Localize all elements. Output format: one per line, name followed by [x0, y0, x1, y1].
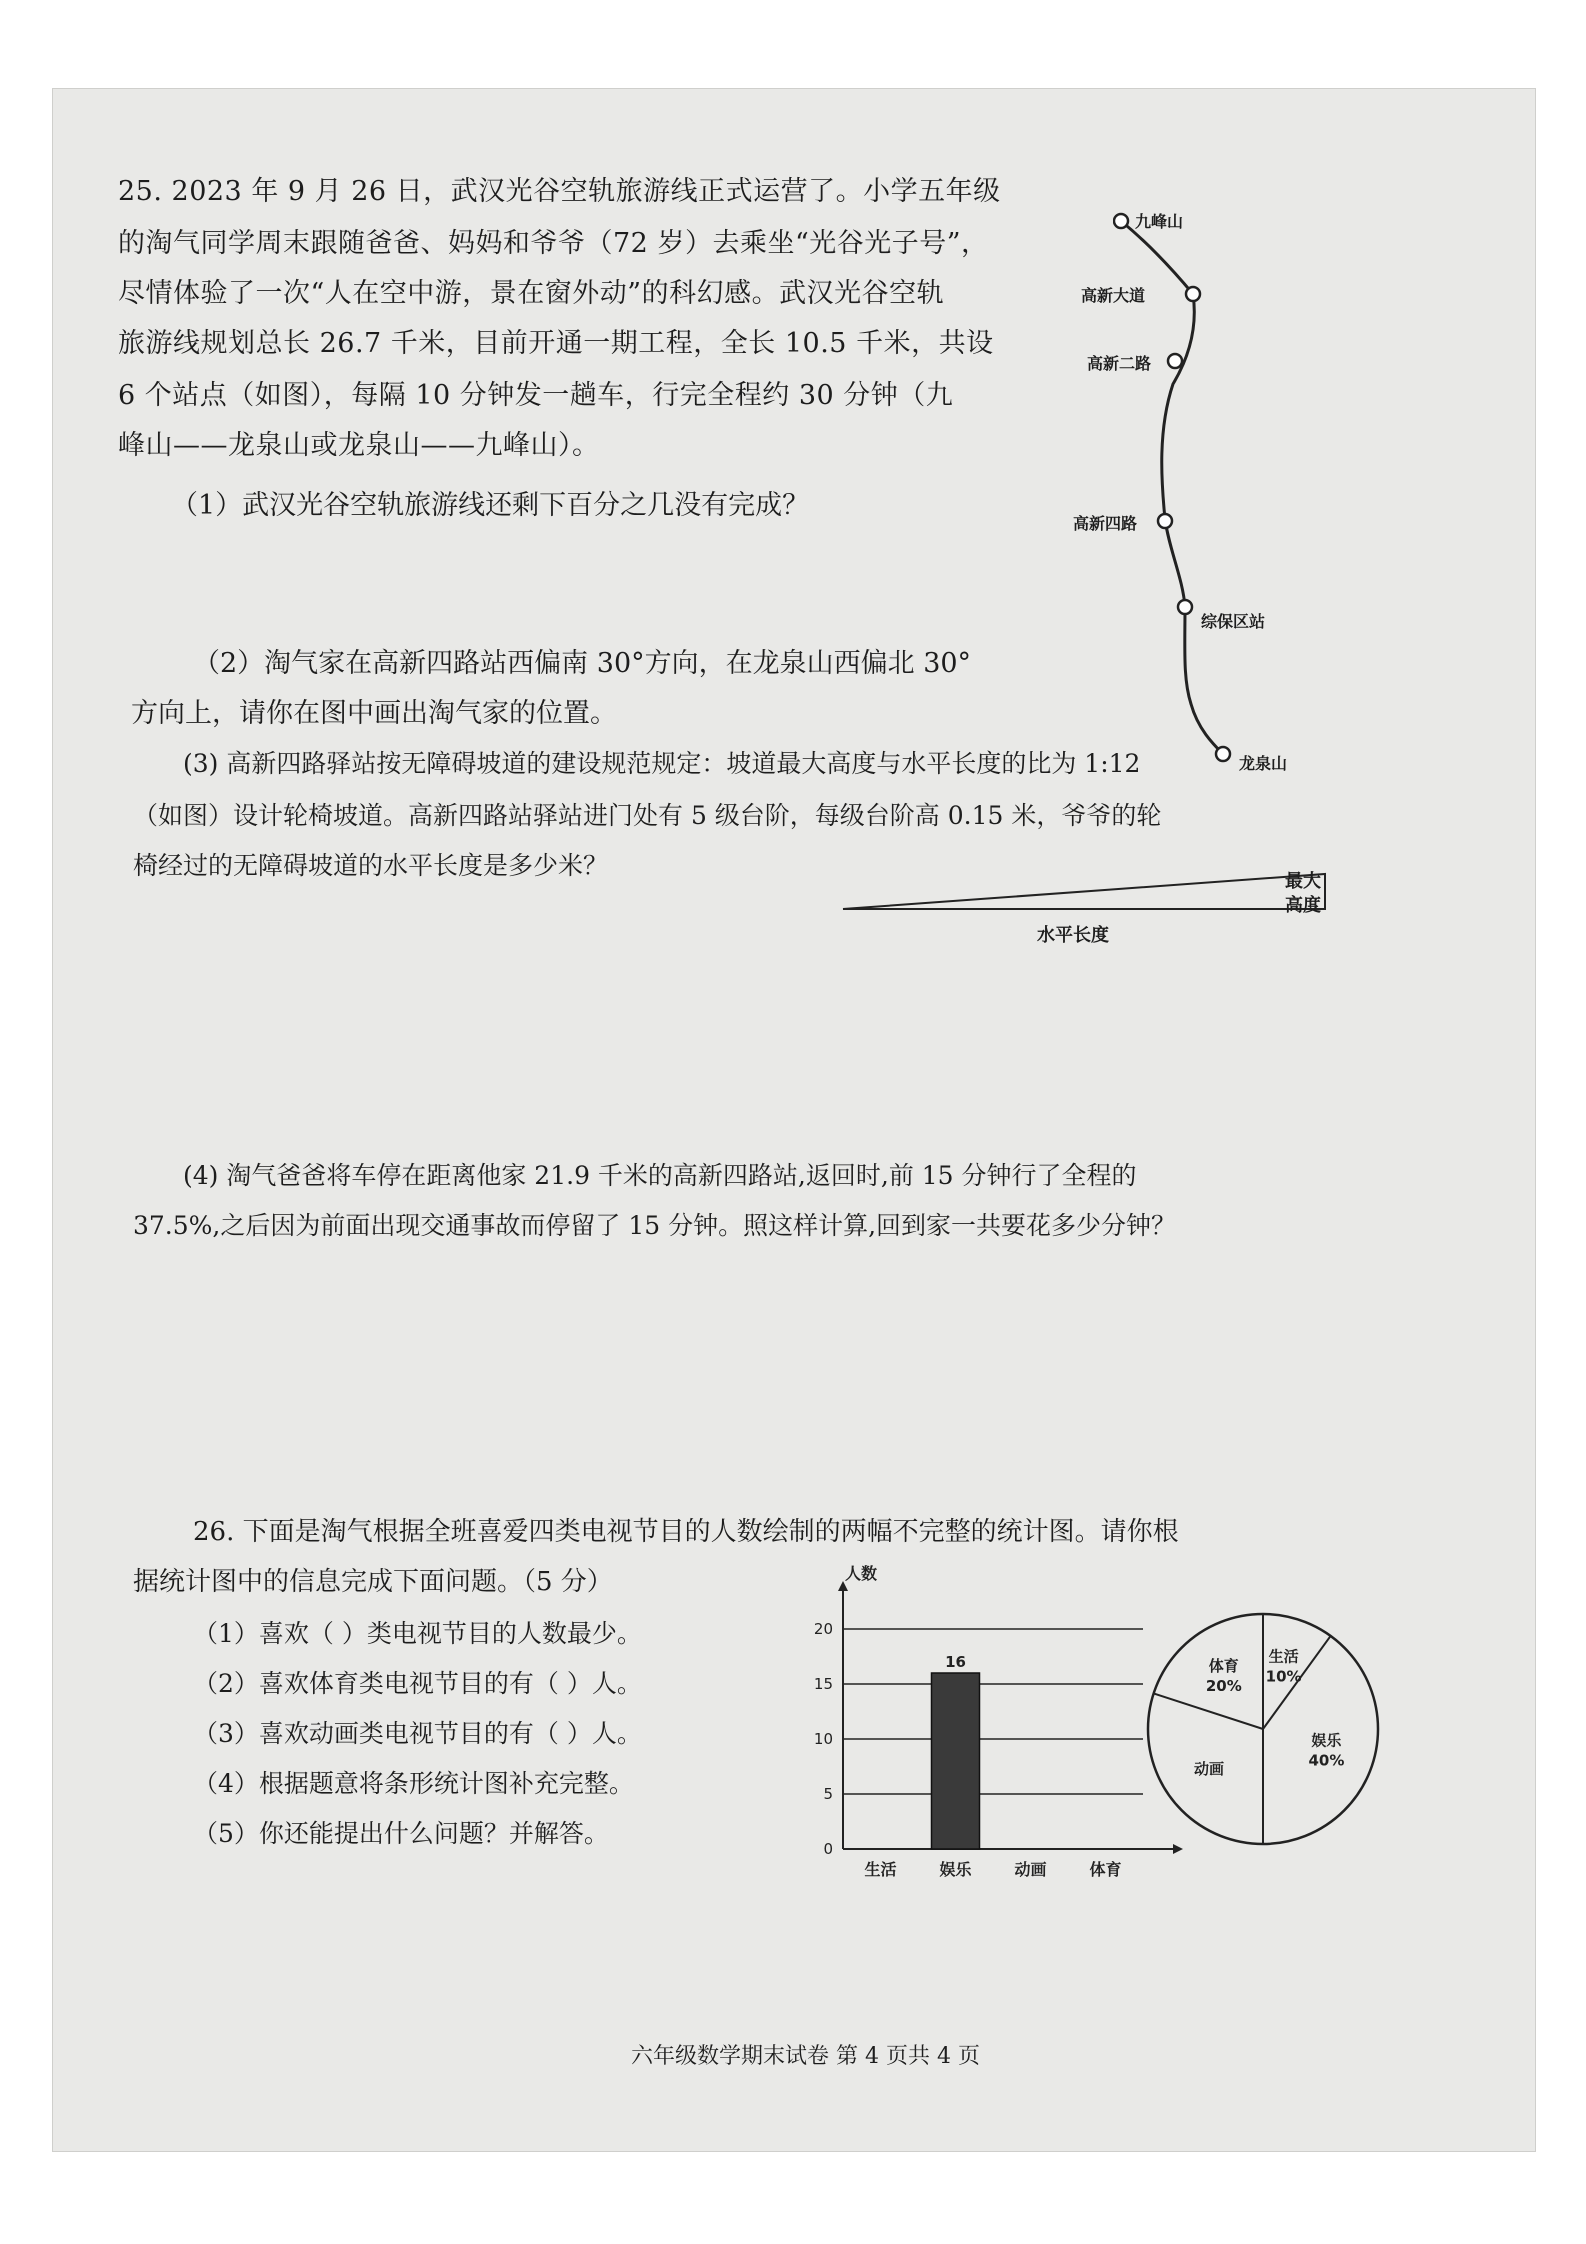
- route-line-svg: [1113, 189, 1233, 769]
- q25-line-1: 25. 2023 年 9 月 26 日，武汉光谷空轨旅游线正式运营了。小学五年级: [118, 176, 1001, 207]
- y-tick-label-20: 20: [813, 1620, 833, 1638]
- pie-label-娱乐: 娱乐: [1311, 1731, 1342, 1750]
- q25-line-5: 6 个站点（如图），每隔 10 分钟发一趟车，行完全程约 30 分钟（九: [118, 380, 954, 411]
- x-tick-label-动画: 动画: [1014, 1860, 1047, 1879]
- x-tick-label-体育: 体育: [1089, 1860, 1122, 1879]
- pie-divider-3: [1154, 1693, 1263, 1729]
- q26-item-2: （2）喜欢体育类电视节目的有（ ）人。: [193, 1669, 642, 1698]
- pie-percent-生活: 10%: [1265, 1667, 1302, 1686]
- y-axis-label: 人数: [845, 1564, 878, 1583]
- pie-percent-娱乐: 40%: [1308, 1751, 1345, 1770]
- pie-label-动画: 动画: [1194, 1760, 1225, 1779]
- q25-sub2-line-2: 方向上，请你在图中画出淘气家的位置。: [131, 698, 617, 729]
- q25-line-4: 旅游线规划总长 26.7 千米，目前开通一期工程，全长 10.5 千米，共设: [118, 328, 994, 359]
- q25-line-6: 峰山——龙泉山或龙泉山——九峰山）。: [118, 430, 600, 461]
- station-label-zongbao: 综保区站: [1201, 612, 1266, 631]
- ramp-triangle: [843, 874, 1325, 909]
- pie-label-生活: 生活: [1268, 1647, 1299, 1666]
- q25-sub2-line-1: （2）淘气家在高新四路站西偏南 30°方向，在龙泉山西偏北 30°: [193, 648, 972, 679]
- y-tick-label-10: 10: [813, 1730, 833, 1748]
- q26-intro-line-1: 26. 下面是淘气根据全班喜爱四类电视节目的人数绘制的两幅不完整的统计图。请你根: [193, 1517, 1179, 1547]
- q25-sub1: （1）武汉光谷空轨旅游线还剩下百分之几没有完成？: [171, 490, 810, 521]
- ramp-height-label-1: 最大: [1285, 871, 1321, 892]
- q25-sub4-line-2: 37.5%,之后因为前面出现交通事故而停留了 15 分钟。照这样计算,回到家一共要花多少分钟？: [133, 1211, 1177, 1240]
- q25-line-2: 的淘气同学周末跟随爸爸、妈妈和爷爷（72 岁）去乘坐“光谷光子号”，: [118, 228, 989, 259]
- q25-sub3-line-3: 椅经过的无障碍坡道的水平长度是多少米？: [133, 851, 609, 880]
- station-marker-gaoxin-silu: [1158, 514, 1172, 528]
- bar-data-label-娱乐: 16: [945, 1653, 966, 1671]
- q26-item-3: （3）喜欢动画类电视节目的有（ ）人。: [193, 1719, 642, 1748]
- ramp-length-label: 水平长度: [1037, 925, 1109, 946]
- q25-sub3-line-2: （如图）设计轮椅坡道。高新四路站驿站进门处有 5 级台阶，每级台阶高 0.15 米，爷爷的轮: [133, 801, 1162, 830]
- q26-item-1: （1）喜欢（ ）类电视节目的人数最少。: [193, 1619, 642, 1648]
- station-marker-jiufengshan: [1114, 214, 1128, 228]
- station-label-jiufengshan: 九峰山: [1135, 212, 1184, 231]
- y-tick-label-5: 5: [823, 1785, 833, 1803]
- bar-娱乐: [932, 1673, 980, 1849]
- station-marker-zongbao: [1178, 600, 1192, 614]
- x-tick-label-娱乐: 娱乐: [939, 1860, 972, 1879]
- pie-percent-体育: 20%: [1205, 1677, 1242, 1696]
- q26-item-5: （5）你还能提出什么问题？并解答。: [193, 1819, 609, 1848]
- pie-label-体育: 体育: [1208, 1657, 1239, 1676]
- q26-intro-line-2: 据统计图中的信息完成下面问题。（5 分）: [133, 1567, 613, 1597]
- station-label-gaoxin-silu: 高新四路: [1073, 514, 1138, 533]
- pie-chart: [1133, 1599, 1393, 1859]
- q25-line-3: 尽情体验了一次“人在空中游，景在窗外动”的科幻感。武汉光谷空轨: [118, 278, 945, 309]
- ramp-height-label-2: 高度: [1285, 895, 1321, 916]
- x-tick-label-生活: 生活: [864, 1860, 897, 1879]
- y-tick-label-0: 0: [823, 1840, 833, 1858]
- station-marker-gaoxin-dadao: [1186, 287, 1200, 301]
- station-label-gaoxin-erlu: 高新二路: [1087, 354, 1152, 373]
- y-tick-label-15: 15: [813, 1675, 833, 1693]
- page-footer: 六年级数学期末试卷 第 4 页共 4 页: [631, 2044, 980, 2069]
- q26-item-4: （4）根据题意将条形统计图补充完整。: [193, 1769, 634, 1798]
- station-label-gaoxin-dadao: 高新大道: [1081, 286, 1146, 305]
- exam-page: [52, 88, 1536, 2152]
- station-marker-longquanshan: [1216, 747, 1230, 761]
- station-marker-gaoxin-erlu: [1168, 354, 1182, 368]
- station-label-longquanshan: 龙泉山: [1239, 754, 1288, 773]
- q25-sub3-line-1: (3) 高新四路驿站按无障碍坡道的建设规范规定：坡道最大高度与水平长度的比为 1:12: [183, 749, 1141, 778]
- q25-sub4-line-1: (4) 淘气爸爸将车停在距离他家 21.9 千米的高新四路站,返回时,前 15 分钟行了全程的: [183, 1161, 1137, 1190]
